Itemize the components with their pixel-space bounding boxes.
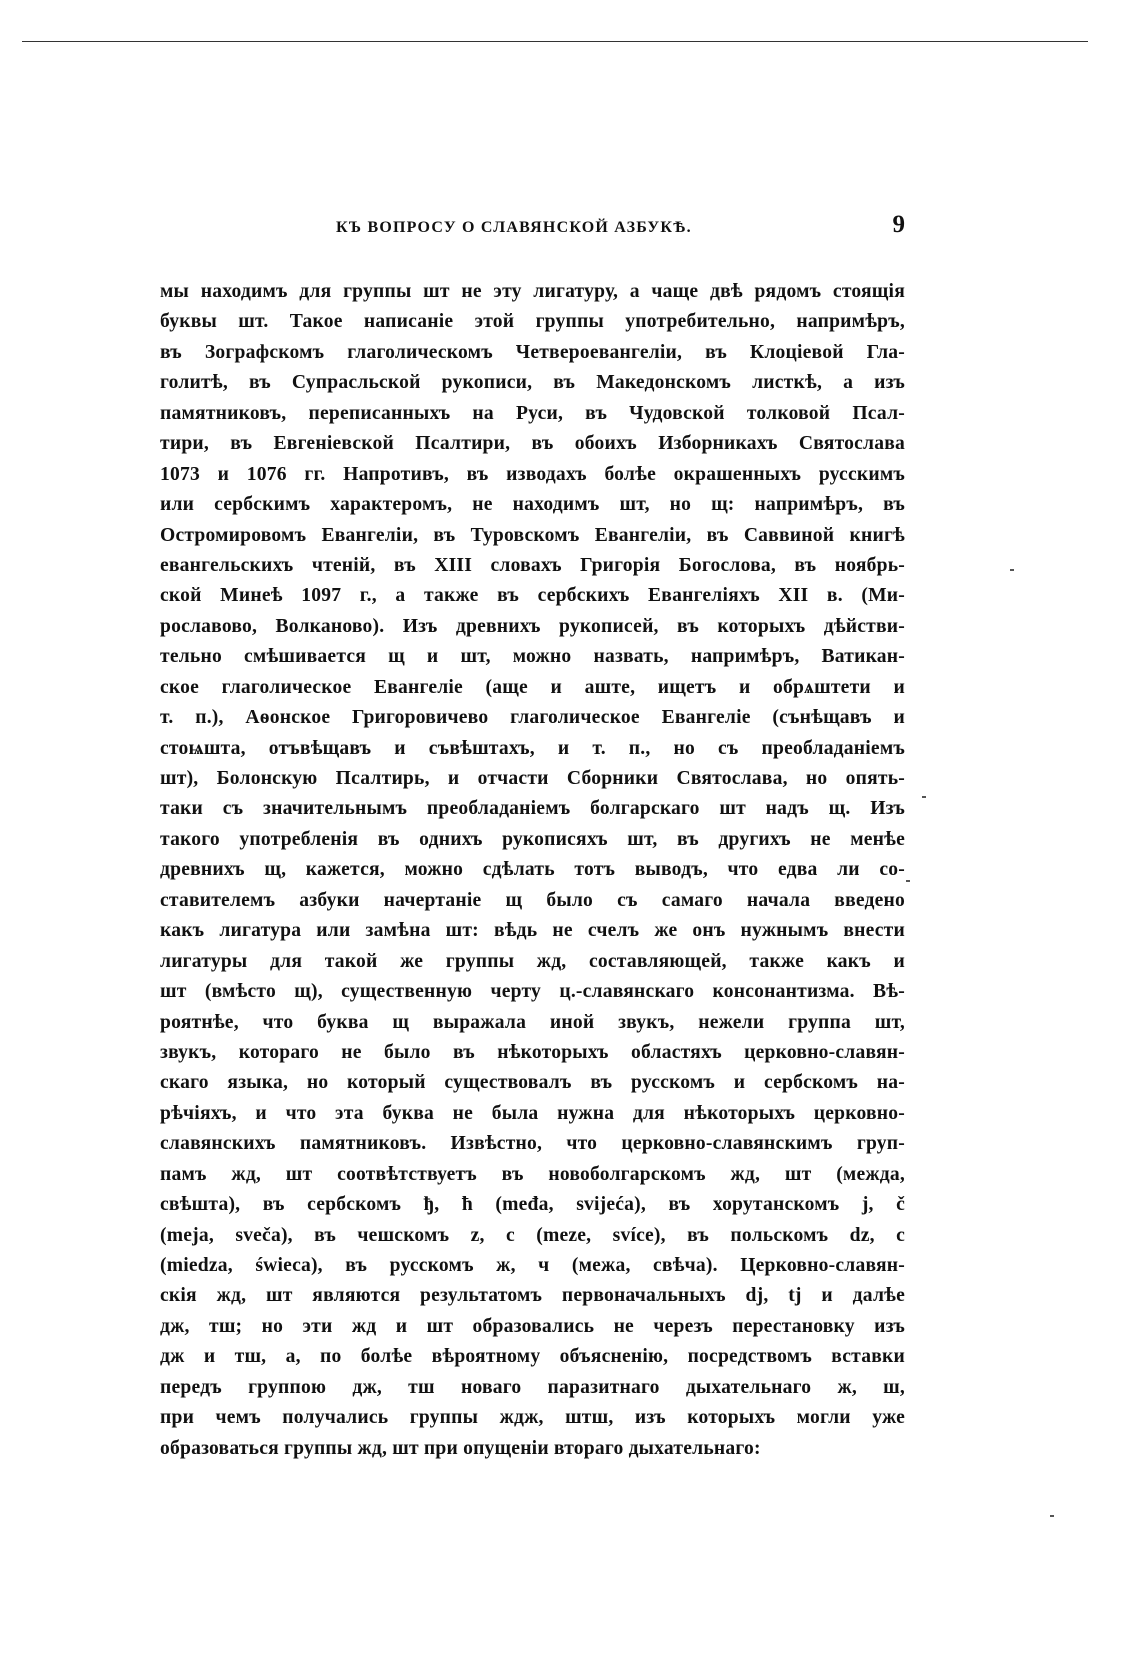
- text-line: лигатуры для такой же группы жд, составляющей, также какъ и: [160, 950, 905, 972]
- margin-speck: [906, 880, 910, 882]
- text-line: (meja, sveča), въ чешскомъ z, c (meze, svíce), въ польскомъ dz, c: [160, 1224, 905, 1246]
- text-line: ской Минеѣ 1097 г., а также въ сербскихъ Евангеліяхъ XII в. (Ми-: [160, 585, 905, 607]
- text-line: какъ лигатура или замѣна шт: вѣдь не счелъ же онъ нужнымъ внести: [160, 920, 905, 942]
- text-line: скія жд, шт являются результатомъ первоначальныхъ dj, tj и далѣе: [160, 1285, 905, 1307]
- text-line: древнихъ щ, кажется, можно сдѣлать тотъ выводъ, что едва ли со-: [160, 859, 905, 881]
- body-text: [160, 277, 905, 1464]
- text-line: буквы шт. Такое написаніе этой группы употребительно, напримѣръ,: [160, 311, 905, 333]
- text-line: голитѣ, въ Супрасльской рукописи, въ Македонскомъ листкѣ, а изъ: [160, 372, 905, 394]
- text-line: скаго языка, но который существовалъ въ русскомъ и сербскомъ на-: [160, 1072, 905, 1094]
- text-line: звукъ, котораго не было въ нѣкоторыхъ областяхъ церковно-славян-: [160, 1041, 905, 1063]
- text-line: въ Зографскомъ глаголическомъ Четвероевангеліи, въ Клоціевой Гла-: [160, 341, 905, 363]
- text-line: т. п.), Аѳонское Григоровичево глаголическое Евангеліе (сънѣщавъ и: [160, 707, 905, 729]
- page-number: 9: [892, 211, 905, 238]
- text-line: роятнѣе, что буква щ выражала иной звукъ, нежели группа шт,: [160, 1011, 905, 1033]
- text-line: свѣшта), въ сербскомъ ђ, ћ (međa, svijeća), въ хорутанскомъ j, č: [160, 1194, 905, 1216]
- text-line: памятниковъ, переписанныхъ на Руси, въ Чудовской толковой Псал-: [160, 402, 905, 424]
- top-rule: [22, 41, 1088, 42]
- text-line: при чемъ получались группы ждж, штш, изъ которыхъ могли уже: [160, 1407, 905, 1429]
- text-line: ставителемъ азбуки начертаніе щ было съ самаго начала введено: [160, 889, 905, 911]
- text-line: такого употребленія въ однихъ рукописяхъ шт, въ другихъ не менѣе: [160, 828, 905, 850]
- text-line: передъ группою дж, тш новаго паразитнаго дыхательнаго ж, ш,: [160, 1376, 905, 1398]
- margin-speck: [1050, 1515, 1054, 1517]
- text-line: славянскихъ памятниковъ. Извѣстно, что церковно-славянскимъ груп-: [160, 1133, 905, 1155]
- text-line: образоваться группы жд, шт при опущеніи втораго дыхательнаго:: [160, 1437, 761, 1459]
- text-line: (miedza, świeca), въ русскомъ ж, ч (межа, свѣча). Церковно-славян-: [160, 1255, 905, 1276]
- text-line: тельно смѣшивается щ и шт, можно назвать, напримѣръ, Ватикан-: [160, 646, 905, 668]
- margin-speck: [1010, 569, 1014, 571]
- text-line: таки съ значительнымъ преобладаніемъ болгарскаго шт надъ щ. Изъ: [160, 798, 905, 820]
- text-line: или сербскимъ характеромъ, не находимъ шт, но щ: напримѣръ, въ: [160, 494, 905, 516]
- text-line: рославово, Волканово). Изъ древнихъ рукописей, въ которыхъ дѣйстви-: [160, 615, 905, 637]
- text-line: евангельскихъ чтеній, въ XIII словахъ Григорія Богослова, въ ноябрь-: [160, 554, 905, 576]
- text-line: дж, тш; но эти жд и шт образовались не черезъ перестановку изъ: [160, 1315, 905, 1337]
- text-line: мы находимъ для группы шт не эту лигатуру, а чаще двѣ рядомъ стоящія: [160, 281, 905, 302]
- running-title: КЪ ВОПРОСУ О СЛАВЯНСКОЙ АЗБУКѢ.: [336, 219, 692, 236]
- text-line: Остромировомъ Евангеліи, въ Туровскомъ Евангеліи, въ Саввиной книгѣ: [160, 524, 905, 546]
- text-line: тири, въ Евгеніевской Псалтири, въ обоихъ Изборникахъ Святослава: [160, 433, 905, 455]
- text-line: памъ жд, шт соотвѣтствуетъ въ новоболгарскомъ жд, шт (межда,: [160, 1163, 905, 1185]
- text-line: стоѩшта, отъвѣщавъ и съвѣштахъ, и т. п., но съ преобладаніемъ: [160, 737, 905, 759]
- text-line: 1073 и 1076 гг. Напротивъ, въ изводахъ болѣе окрашенныхъ русскимъ: [160, 463, 905, 485]
- text-line: шт), Болонскую Псалтирь, и отчасти Сборники Святослава, но опять-: [160, 768, 905, 789]
- text-line: дж и тш, а, по болѣе вѣроятному объясненію, посредствомъ вставки: [160, 1346, 905, 1368]
- text-line: рѣчіяхъ, и что эта буква не была нужна для нѣкоторыхъ церковно-: [160, 1102, 905, 1124]
- page-header: [160, 211, 905, 245]
- text-line: ское глаголическое Евангеліе (аще и аште, ищетъ и обрѧштети и: [160, 676, 905, 698]
- margin-speck: [922, 796, 926, 798]
- text-line: шт (вмѣсто щ), существенную черту ц.-славянскаго консонантизма. Вѣ-: [160, 981, 905, 1003]
